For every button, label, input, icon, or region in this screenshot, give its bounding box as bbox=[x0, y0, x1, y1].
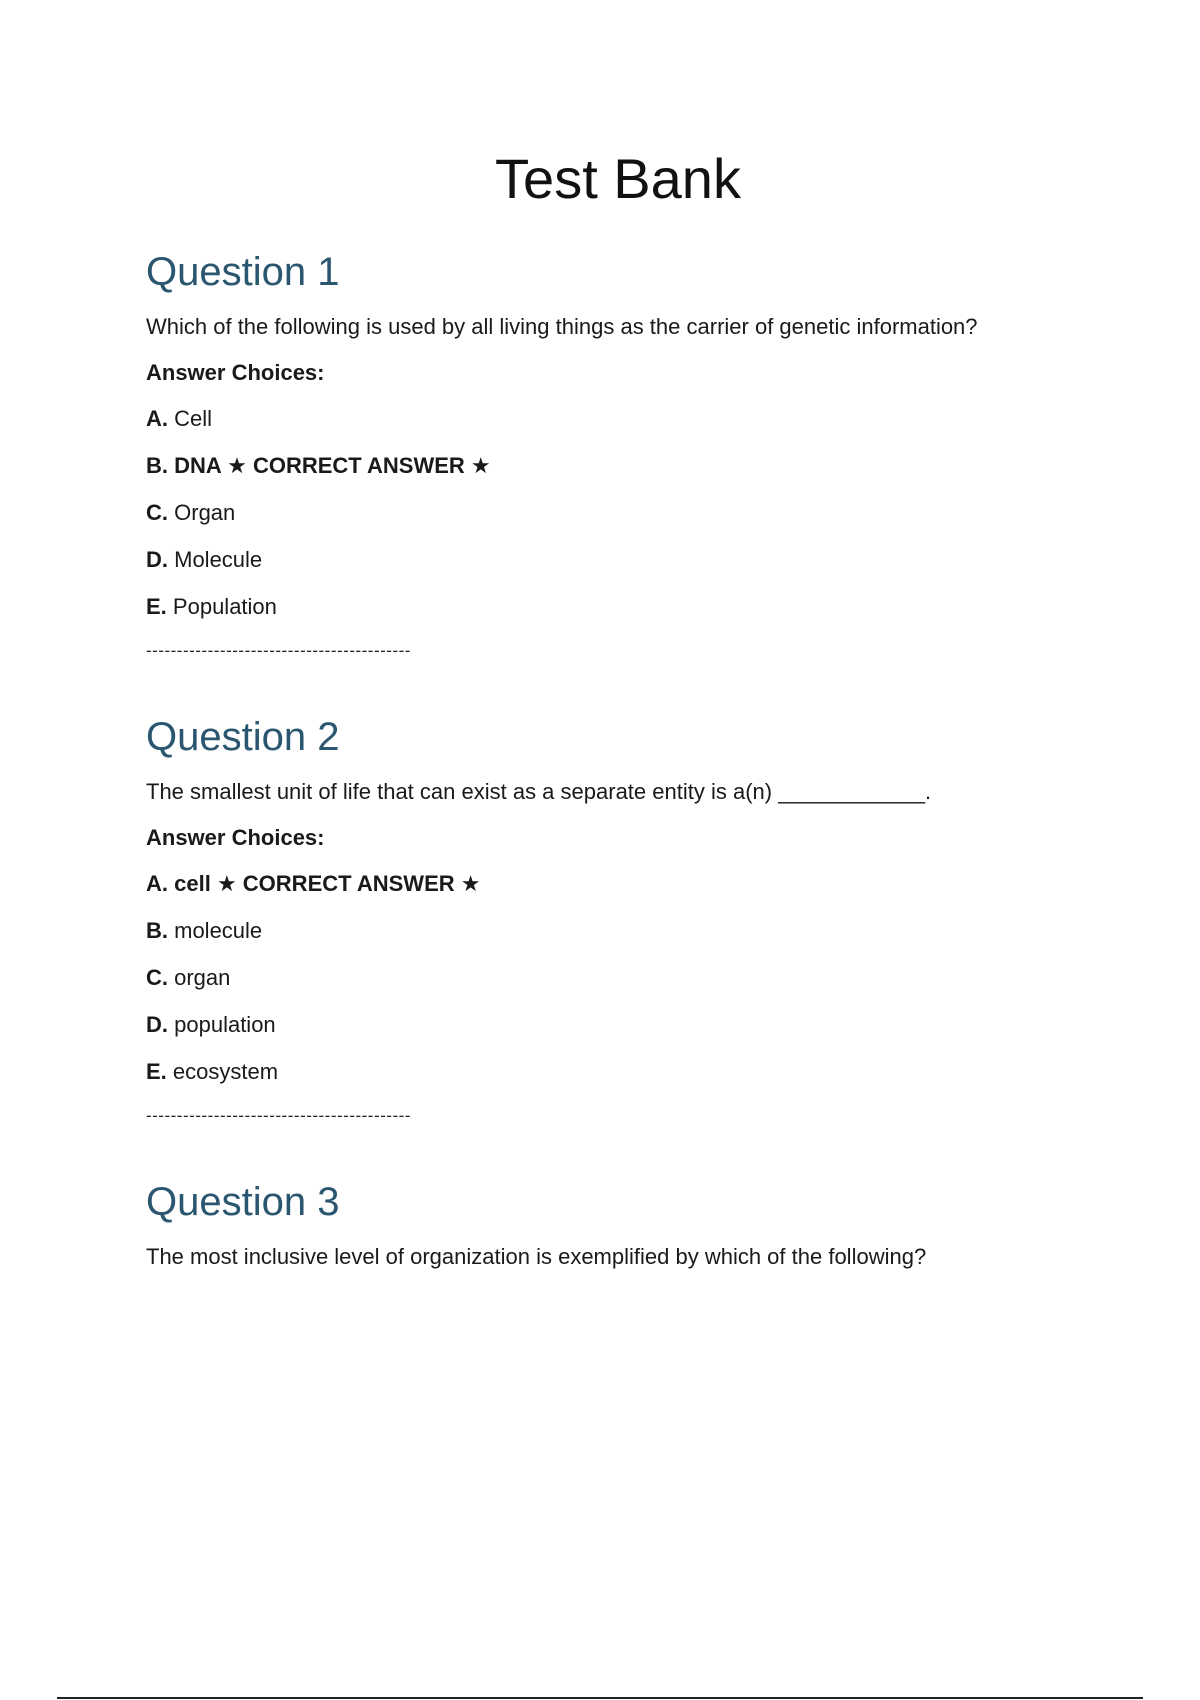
choice-letter: D. bbox=[146, 1012, 168, 1037]
choice-letter: D. bbox=[146, 547, 168, 572]
choice-c bbox=[146, 498, 1106, 528]
question-text: The smallest unit of life that can exist as a separate entity is a(n) ____________. bbox=[146, 779, 932, 804]
choice-text: population bbox=[174, 1012, 276, 1037]
choice-b bbox=[146, 916, 1106, 946]
answer-choices-label: Answer Choices: bbox=[146, 825, 325, 850]
choice-d bbox=[146, 1010, 1106, 1040]
choice-text: organ bbox=[174, 965, 231, 990]
choice-letter: B. bbox=[146, 453, 168, 478]
question-3 bbox=[146, 1178, 1106, 1272]
page-bottom-rule bbox=[57, 1697, 1143, 1699]
choice-letter: C. bbox=[146, 500, 168, 525]
choice-text: Cell bbox=[174, 406, 213, 431]
question-separator: ------------------------------------------- bbox=[146, 1106, 411, 1125]
choice-c bbox=[146, 963, 1106, 993]
choice-text: Molecule bbox=[174, 547, 263, 572]
choice-text: molecule bbox=[174, 918, 263, 943]
answer-choices-label: Answer Choices: bbox=[146, 360, 325, 385]
choice-b-correct bbox=[146, 451, 1106, 481]
question-1 bbox=[146, 248, 1106, 663]
question-list bbox=[146, 248, 1106, 1288]
choice-letter: A. bbox=[146, 871, 168, 896]
choice-text: ecosystem bbox=[172, 1059, 279, 1084]
choice-letter: B. bbox=[146, 918, 168, 943]
choice-letter: E. bbox=[146, 1059, 167, 1084]
choice-text: DNA bbox=[174, 453, 221, 478]
choice-e bbox=[146, 592, 1106, 622]
question-text: Which of the following is used by all living things as the carrier of genetic information? bbox=[146, 314, 978, 339]
choice-a bbox=[146, 404, 1106, 434]
question-heading: Question 2 bbox=[146, 715, 340, 759]
choice-text: Population bbox=[172, 594, 277, 619]
question-heading: Question 1 bbox=[146, 250, 340, 294]
choice-letter: E. bbox=[146, 594, 167, 619]
question-text: The most inclusive level of organization is exemplified by which of the following? bbox=[146, 1244, 927, 1269]
question-heading: Question 3 bbox=[146, 1180, 340, 1224]
choice-text: cell bbox=[174, 871, 211, 896]
choice-d bbox=[146, 545, 1106, 575]
correct-answer-marker: ★ CORRECT ANSWER ★ bbox=[227, 453, 491, 478]
document-title: Test Bank bbox=[495, 147, 741, 210]
question-separator: ------------------------------------------- bbox=[146, 641, 411, 660]
choice-letter: C. bbox=[146, 965, 168, 990]
question-2 bbox=[146, 713, 1106, 1128]
choice-a-correct bbox=[146, 869, 1106, 899]
correct-answer-marker: ★ CORRECT ANSWER ★ bbox=[216, 871, 481, 896]
choice-text: Organ bbox=[174, 500, 236, 525]
choice-letter: A. bbox=[146, 406, 168, 431]
choice-e bbox=[146, 1057, 1106, 1087]
